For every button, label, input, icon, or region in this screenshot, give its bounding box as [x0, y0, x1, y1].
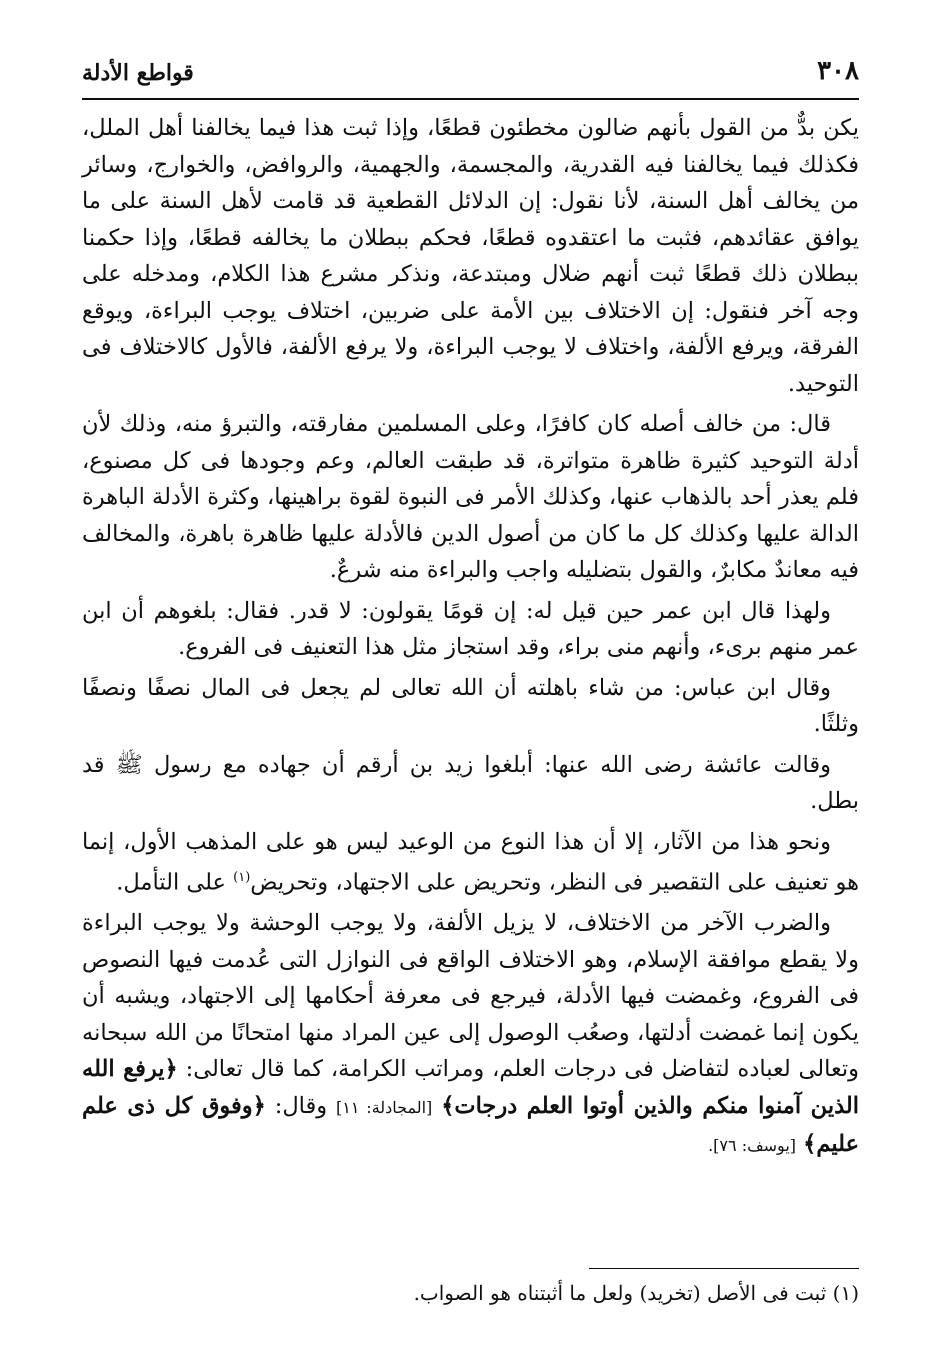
footnote-marker: (١): [233, 870, 251, 885]
footnote: (١) ثبت فى الأصل (تخريد) ولعل ما أثبتناه هو الصواب.: [413, 1281, 859, 1305]
main-text: [82, 110, 859, 1169]
paragraph: قال: من خالف أصله كان كافرًا، وعلى المسلمين مفارقته، والتبرؤ منه، وذلك لأن أدلة التوحيد كثيرة ظاهرة متواترة، قد طبقت العالم، وعم وجودها فى كل مصنوع، فلم يعذر أحد بالذهاب عنها، وكذلك الأمر فى النبوة لقوة براهينها، وكثرة الأدلة الباهرة الدالة عليها وكذلك كل ما كان من أصول الدين فالأدلة عليها ظاهرة باهرة، والمخالف فيه معاندٌ مكابرٌ، والقول بتضليله واجب والبراءة منه شرعٌ.: [82, 411, 859, 583]
quran-verse: ﴿يرفع الله الذين آمنوا منكم والذين أوتوا العلم درجات﴾: [82, 1056, 859, 1119]
paragraph: وقال ابن عباس: من شاء باهلته أن الله تعالى لم يجعل فى المال نصفًا ونصفًا وثلثًا.: [82, 674, 859, 737]
quran-verse: ﴿وفوق كل ذى علم عليم﴾: [82, 1092, 859, 1157]
paragraph-text: والضرب الآخر من الاختلاف، لا يزيل الألفة، ولا يوجب الوحشة ولا يوجب البراءة ولا يقطع موافقة الإسلام، وهو الاختلاف الواقع فى النوازل التى عُدمت فيها النصوص فى الفروع، وغمضت فيها الأدلة، فيرجع فى معرفة أحكامها إلى الاجتهاد، ويشبه أن يكون إنما غمضت أدلتها، وصعُب الوصول إلى عين المراد منها امتحانًا من الله سبحانه وتعالى لعباده لتفاضل فى درجات العلم، ومراتب الكرامة، كما قال تعالى:: [82, 910, 859, 1082]
verse-reference: [المجادلة: ١١]: [336, 1097, 433, 1117]
page-header: [82, 52, 859, 100]
page-number: ٣٠٨: [817, 56, 859, 86]
connector-text: وقال:: [265, 1092, 337, 1119]
book-title: قواطع الأدلة: [82, 60, 194, 86]
verse-reference: [يوسف: ٧٦].: [708, 1136, 797, 1155]
paragraph: [82, 905, 859, 1165]
paragraph: [82, 824, 859, 902]
footnote-divider: [589, 1268, 859, 1269]
paragraph: وقالت عائشة رضى الله عنها: أبلغوا زيد بن أرقم أن جهاده مع رسول ﷺ قد بطل.: [82, 751, 859, 814]
paragraph: يكن بدٌّ من القول بأنهم ضالون مخطئون قطعًا، وإذا ثبت هذا فيما يخالفنا أهل الملل، فكذلك فيما يخالفنا فيه القدرية، والمجسمة، والجهمية، والروافض، والخوارج، وسائر من يخالف أهل السنة، لأنا نقول: إن الدلائل القطعية قد قامت لأهل السنة على ما يوافق عقائدهم، فثبت ما اعتقدوه قطعًا، فحكم ببطلان ما يخالفه قطعًا، وإذا حكمنا ببطلان ذلك قطعًا ثبت أنهم ضلال ومبتدعة، ونذكر مشرع هذا الكلام، ومدخله على وجه آخر فنقول: إن الاختلاف بين الأمة على ضربين، اختلاف يوجب البراءة، ويوقع الفرقة، ويرفع الألفة، واختلاف لا يوجب البراءة، ولا يرفع الألفة، فالأول كالاختلاف فى التوحيد.: [82, 115, 859, 397]
paragraph: ولهذا قال ابن عمر حين قيل له: إن قومًا يقولون: لا قدر. فقال: بلغوهم أن ابن عمر منهم برىء، وأنهم منى براء، وقد استجاز مثل هذا التعنيف فى الفروع.: [82, 597, 859, 660]
paragraph-text: على التأمل.: [116, 869, 234, 896]
paragraph-text: ونحو هذا من الآثار، إلا أن هذا النوع من الوعيد ليس هو على المذهب الأول، إنما هو تعنيف على التقصير فى النظر، وتحريض على الاجتهاد، وتحريض: [82, 828, 859, 896]
